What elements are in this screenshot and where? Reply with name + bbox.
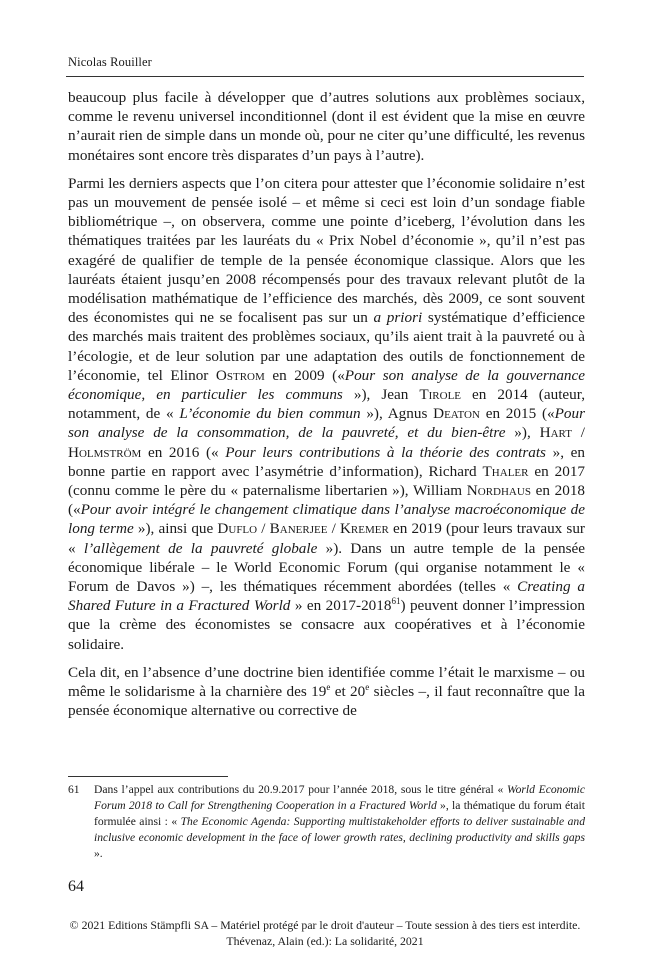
- italic-quote: Pour son analyse de la consommation, de la pauvreté, et du bien-être: [68, 405, 585, 442]
- text-run: en 2015 («: [479, 405, 555, 423]
- laureate-name: Hart: [539, 424, 572, 442]
- italic-quote: L’économie du bien commun: [179, 405, 361, 423]
- text-run: en 2009 («: [264, 366, 345, 384]
- text-run: ».: [94, 847, 103, 860]
- text-run: /: [257, 520, 270, 538]
- footnote-divider: [68, 776, 228, 777]
- laureate-name: Kremer: [339, 520, 389, 538]
- text-run: et 20: [330, 683, 366, 701]
- laureate-name: Nordhaus: [466, 482, 531, 500]
- paragraph-1: beaucoup plus facile à développer que d’autres solutions aux problèmes sociaux, comme le revenu universel inconditionnel (dont il est évident que la mise en œuvre n’aurait rien de simple dans un monde où, pour ne citer qu’une difficulté, les revenus monétaires sont encore très disparates d’un pays à l’autre).: [68, 89, 585, 164]
- text-run: » en 2017-2018: [290, 597, 392, 615]
- paragraph-3: [68, 663, 585, 721]
- header-divider: [66, 76, 584, 77]
- footnote-number: 61: [68, 783, 80, 796]
- italic-quote: The Economic Agenda: Supporting multistakeholder efforts to deliver sustainable and inclusive economic development in the face of lower growth rates, declining productivity and skills gaps: [94, 815, 586, 844]
- italic-quote: World Economic Forum 2018 to Call for Strengthening Cooperation in a Fractured World: [94, 783, 585, 812]
- italic-quote: l’allègement de la pauvreté globale: [83, 539, 318, 557]
- text-run: », la thématique du forum était formulée ainsi : «: [94, 799, 585, 828]
- text-run: »), Jean: [342, 386, 420, 404]
- italic-quote: Creating a Shared Future in a Fractured World: [68, 578, 585, 615]
- text-run: Parmi les derniers aspects que l’on citera pour attester que l’économie solidaire n’est pas un mouvement de pensée isolé – et même si ceci est loin d’un sondage fiable bibliométrique –, on observera, comme une pointe d’iceberg, l’évolution dans les thématiques traitées par les lauréats du « Prix Nobel d’économie », qu’il n’est pas exagéré de qualifier de temple de la pensée économique classique. Alors que les lauréats étaient jusqu’en 2008 récompensés pour des travaux relevant plutôt de la modélisation mathématique de l’efficience des marchés, dès 2009, ce sont souvent des économistes qui ne se focalisent pas sur un: [68, 174, 585, 327]
- text-run: »),: [505, 424, 540, 442]
- laureate-name: Duflo: [217, 520, 258, 538]
- text-run: »), ainsi que: [133, 520, 218, 538]
- laureate-name: Tirole: [419, 386, 462, 404]
- text-run: Dans l’appel aux contributions du 20.9.2017 pour l’année 2018, sous le titre général «: [94, 783, 507, 796]
- italic-quote: Pour avoir intégré le changement climatique dans l’analyse macroéconomique de long terme: [68, 501, 585, 538]
- text-run: »). Dans un autre temple de la pensée économique libérale – le World Economic Forum (qui organise notamment le « Forum de Davos ») –, les thématiques récemment abordées (telles «: [68, 539, 585, 596]
- main-text: [68, 88, 585, 730]
- text-run: /: [571, 424, 585, 442]
- text-run: siècles –, il faut reconnaître que la pensée économique alternative ou corrective de: [68, 683, 585, 720]
- laureate-name: Holmström: [68, 443, 142, 461]
- laureate-name: Banerjee: [269, 520, 328, 538]
- superscript: e: [365, 682, 370, 693]
- laureate-name: Thaler: [482, 462, 529, 480]
- superscript: e: [326, 682, 331, 693]
- text-run: /: [327, 520, 340, 538]
- text-run: systématique d’efficience des marchés mais traitent des problèmes sociaux, qu’ils aient trait à la pauvreté ou à l’écologie, et de leur solution par une adaptation des outils de fonctionnement de l’économie, tel Elinor: [68, 309, 586, 384]
- text-run: Cela dit, en l’absence d’une doctrine bien identifiée comme l’était le marxisme – ou même le solidarisme à la charnière des 19: [68, 663, 585, 701]
- laureate-name: Deaton: [433, 405, 480, 423]
- italic-quote: Pour son analyse de la gouvernance économique, en particulier les communs: [68, 366, 585, 404]
- italic-quote: Pour leurs contributions à la théorie des contrats: [225, 443, 546, 461]
- text-run: »), Agnus: [360, 405, 434, 423]
- text-run: en 2018 («: [68, 482, 586, 519]
- text-run: en 2019 (pour leurs travaux sur «: [68, 520, 585, 557]
- page-number: 64: [68, 878, 84, 895]
- text-run: en 2017 (connu comme le père du « paternalisme libertarien »), William: [68, 462, 586, 500]
- laureate-name: Ostrom: [215, 366, 265, 384]
- text-run: », en bonne partie en rapport avec l’asymétrie d’information), Richard: [68, 443, 585, 480]
- text-run: en 2016 («: [141, 443, 226, 461]
- footnote-61: [68, 782, 585, 862]
- running-header-author: Nicolas Rouiller: [68, 55, 152, 69]
- text-run: ) peuvent donner l’impression que la crème des économistes se consacre aux coopératives et à l’économie solidaire.: [68, 597, 585, 653]
- footnote-reference[interactable]: 61: [391, 596, 401, 607]
- text-run: en 2014 (auteur, notamment, de «: [68, 386, 585, 423]
- footnote-text: [94, 782, 585, 862]
- copyright-notice: [0, 917, 650, 949]
- paragraph-2: [68, 174, 585, 654]
- italic-term: a priori: [373, 309, 423, 327]
- copyright-line: © 2021 Editions Stämpfli SA – Matériel protégé par le droit d'auteur – Toute session à des tiers est interdite.: [69, 918, 581, 932]
- citation-line: Thévenaz, Alain (ed.): La solidarité, 2021: [226, 934, 424, 948]
